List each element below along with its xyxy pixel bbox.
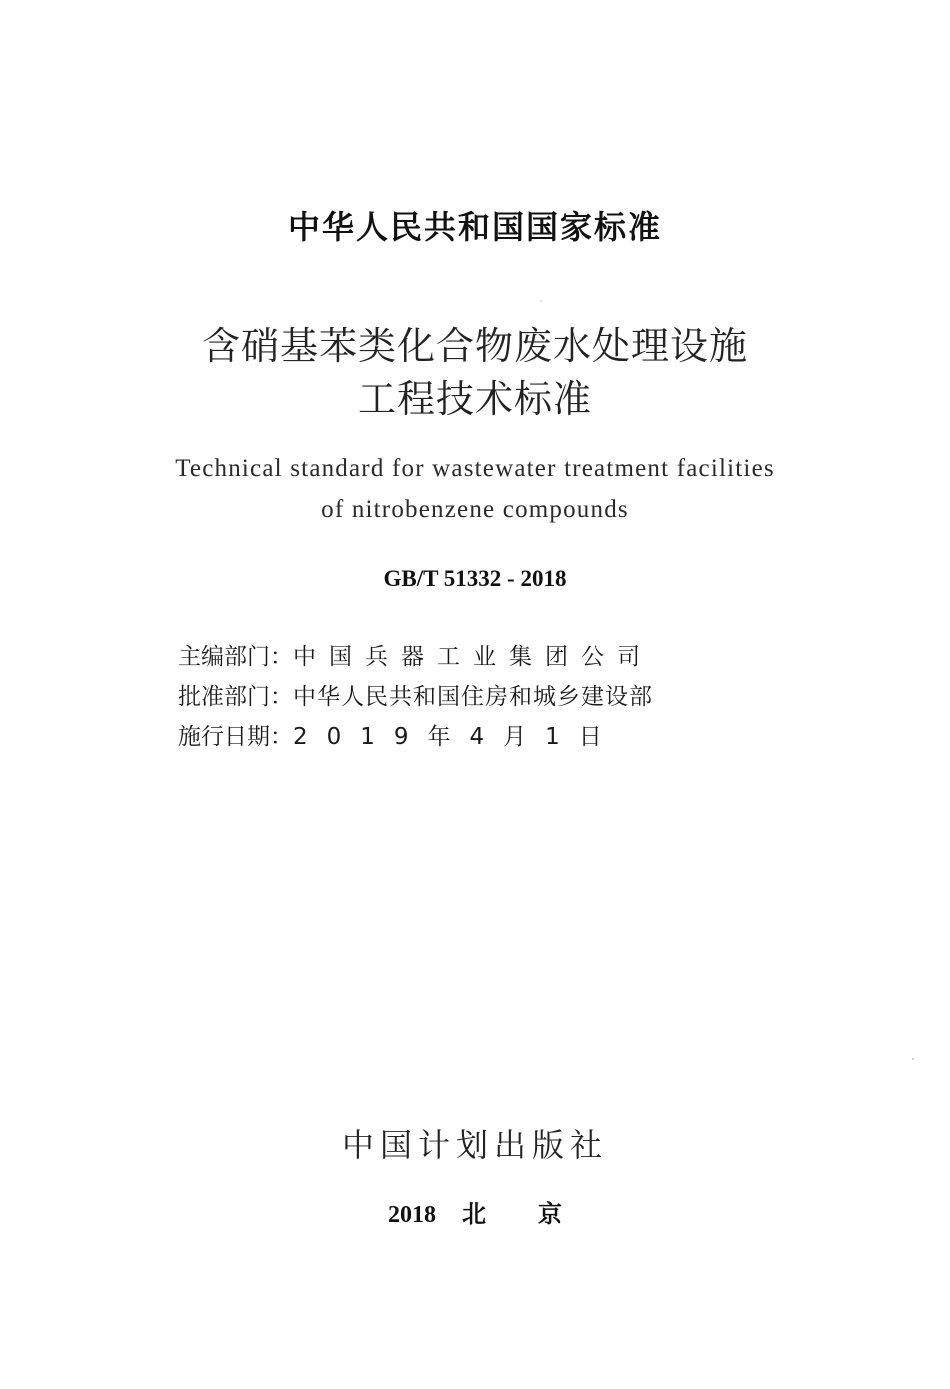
- approver-label: 批准部门：: [178, 684, 293, 710]
- title-english-line-1: Technical standard for wastewater treatment facilities: [175, 455, 775, 482]
- effective-date-label: 施行日期：: [178, 724, 293, 750]
- scan-speck: [540, 300, 542, 302]
- effective-date-row: [178, 718, 738, 751]
- scan-speck: [912, 1058, 914, 1060]
- editor-label: 主编部门：: [178, 644, 293, 670]
- publication-city-char-1: 北: [462, 1202, 486, 1228]
- publication-city-char-2: 京: [538, 1202, 562, 1228]
- approver-row: [178, 678, 738, 711]
- editor-row: [178, 638, 738, 671]
- standard-code: GB/T 51332 - 2018: [383, 566, 567, 591]
- title-chinese-line-2: 工程技术标准: [357, 377, 592, 421]
- editor-value: 中国兵器工业集团公司: [293, 644, 653, 670]
- national-standard-heading: 中华人民共和国国家标准: [287, 208, 662, 246]
- publisher-name: 中国计划出版社: [341, 1126, 608, 1164]
- effective-date-value: 2019年4月1日: [293, 724, 621, 750]
- title-english-line-2: of nitrobenzene compounds: [321, 496, 629, 523]
- publication-place: [0, 1194, 950, 1229]
- publication-year: 2018: [388, 1202, 436, 1228]
- approver-value: 中华人民共和国住房和城乡建设部: [293, 684, 653, 710]
- title-chinese-line-1: 含硝基苯类化合物废水处理设施: [201, 324, 748, 368]
